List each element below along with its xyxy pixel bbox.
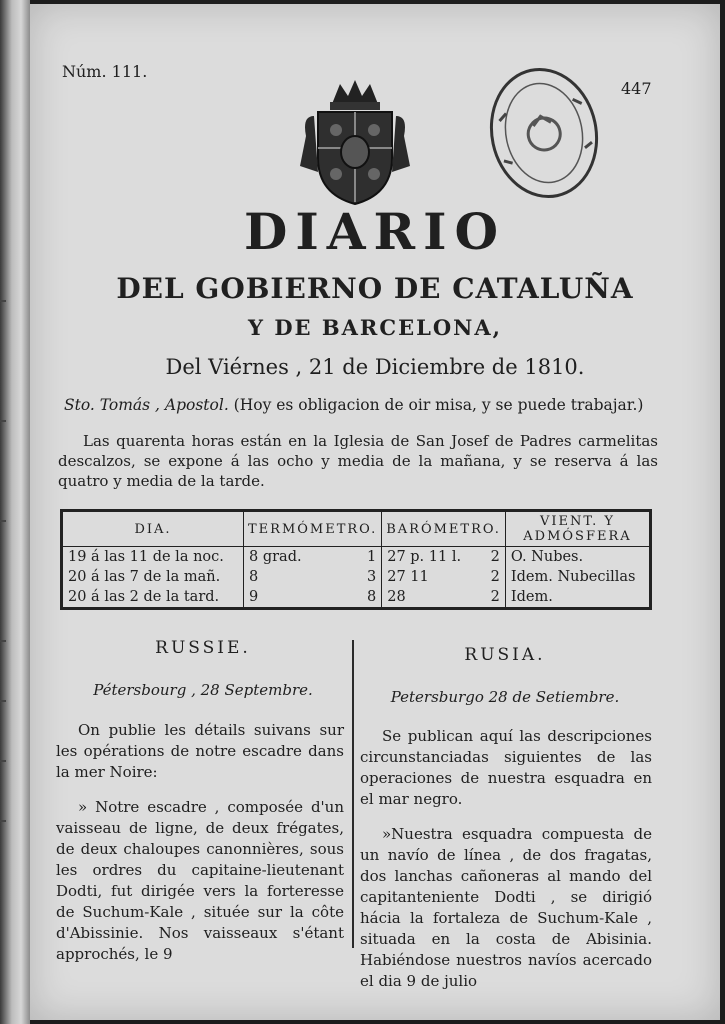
cell-grad: 8 grad. — [249, 549, 302, 565]
issue-number: Núm. 111. — [62, 62, 148, 81]
saint-of-day — [64, 396, 694, 414]
col-header-thermometer: TERMÓMETRO. — [244, 511, 382, 547]
cell-grad: 8 — [249, 569, 259, 585]
saint-note: (Hoy es obligacion de oir misa, y se puede trabajar.) — [228, 396, 644, 414]
newspaper-page — [30, 4, 720, 1020]
weather-table — [60, 509, 652, 610]
masthead-subtitle-2: Y DE BARCELONA, — [248, 315, 502, 340]
cell-grad-frac: 8 — [361, 587, 382, 609]
cell-baro-frac: 2 — [485, 587, 506, 609]
column-divider — [352, 640, 354, 948]
library-stamp-icon — [485, 62, 603, 204]
cell-baro-frac: 2 — [485, 547, 506, 568]
col-header-barometer: BARÓMETRO. — [382, 511, 506, 547]
issue-date: Del Viérnes , 21 de Diciembre de 1810. — [165, 355, 585, 379]
french-paragraph: » Notre escadre , composée d'un vaisseau de ligne, de deux frégates, de deux chaloupes canonnières, sous les ordres du capitaine-lieutenant Dodti, fut dirigée vers la forteresse de Suchum-Kale , située sur la côte d'Abissinie. Nos vaisseaux s'étant approchés, le 9 — [56, 798, 344, 963]
col-header-dia: DIA. — [62, 511, 244, 547]
table-row — [62, 567, 651, 587]
table-row — [62, 587, 651, 609]
table-row — [62, 547, 651, 568]
cell-baro-frac: 2 — [485, 567, 506, 587]
cell-dia: 19 á las 11 de la noc. — [62, 547, 244, 568]
cell-wind: O. Nubes. — [510, 549, 584, 565]
cell-baro: 27 11 — [387, 569, 429, 585]
spanish-paragraph: »Nuestra esquadra compuesta de un navío de línea , de dos fragatas, dos lanchas cañoneras al mando del capitanteniente Dodti , se dirigió hácia la fortaleza de Suchum-Kale , situada en la costa de Abisinia. Habiéndose nuestros navíos acercado el dia 9 de julio — [360, 825, 652, 990]
french-column — [56, 720, 344, 979]
french-heading: RUSSIE. — [155, 638, 251, 658]
church-notice: Las quarenta horas están en la Iglesia de San Josef de Padres carmelitas descalzos, se expone á las ocho y media de la mañana, y se reserva á las quatro y media de la tarde. — [58, 432, 658, 490]
cell-grad-frac: 1 — [361, 547, 382, 568]
col-header-wind: VIENT. Y ADMÓSFERA — [505, 511, 650, 547]
cell-grad-frac: 3 — [361, 567, 382, 587]
french-paragraph: On publie les détails suivans sur les opérations de notre escadre dans la mer Noire: — [56, 721, 344, 781]
cell-wind: Idem. Nubecillas — [510, 569, 636, 585]
spanish-dateline: Petersburgo 28 de Setiembre. — [390, 688, 620, 706]
cell-baro: 27 p. 11 l. — [387, 549, 462, 565]
saint-name: Sto. Tomás , Apostol. — [64, 396, 229, 414]
spanish-column — [360, 726, 652, 1006]
weather-header-row — [62, 511, 651, 547]
page-number: 447 — [621, 79, 652, 98]
spanish-heading: RUSIA. — [464, 645, 546, 665]
royal-coat-of-arms-icon — [292, 76, 418, 208]
cell-grad: 9 — [249, 589, 259, 605]
previous-page-edge — [0, 0, 30, 1024]
spanish-paragraph: Se publican aquí las descripciones circunstanciadas siguientes de las operaciones de nuestra esquadra en el mar negro. — [360, 727, 652, 808]
masthead-subtitle: DEL GOBIERNO DE CATALUÑA — [116, 272, 634, 305]
cell-dia: 20 á las 2 de la tard. — [62, 587, 244, 609]
masthead-title: DIARIO — [243, 202, 507, 261]
cell-baro: 28 — [387, 589, 406, 605]
cell-dia: 20 á las 7 de la mañ. — [62, 567, 244, 587]
french-dateline: Pétersbourg , 28 Septembre. — [93, 681, 313, 699]
cell-wind: Idem. — [510, 589, 553, 605]
